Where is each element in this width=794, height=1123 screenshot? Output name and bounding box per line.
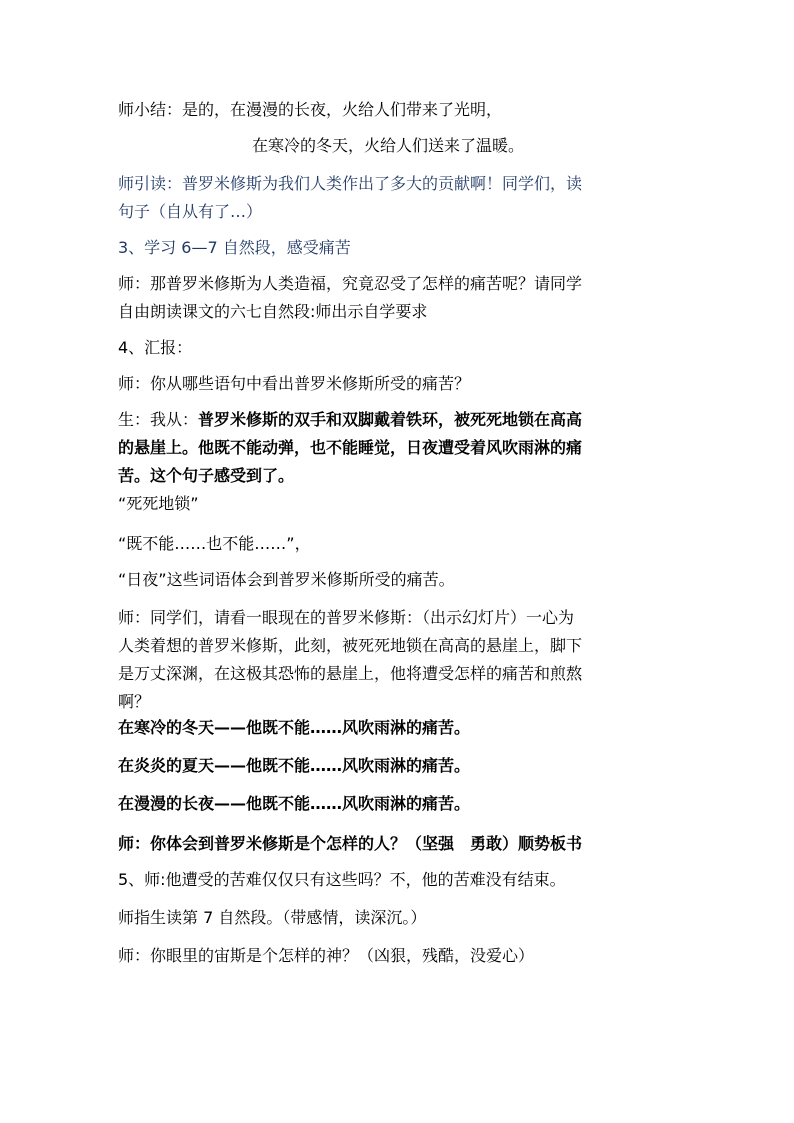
paragraph-zeus-question: 师：你眼里的宙斯是个怎样的神？（凶狠，残酷，没爱心） (118, 946, 535, 965)
paragraph-summary: 师小结：是的，在漫漫的长夜，火给人们带来了光明， (118, 100, 503, 119)
paragraph-teacher-slide (118, 604, 678, 716)
bold-line-character: 师：你体会到普罗米修斯是个怎样的人？（坚强 勇敢）顺势板书 (118, 834, 583, 853)
teacher-question-line-1: 师：那普罗米修斯为人类造福，究竟忍受了怎样的痛苦呢？请同学 (118, 274, 583, 293)
paragraph-teacher-question (118, 270, 678, 326)
section-heading-4: 4、汇报： (118, 338, 193, 357)
keyword-3: “日夜”这些词语体会到普罗米修斯所受的痛苦。 (118, 570, 455, 589)
paragraph-student-answer (118, 406, 678, 490)
teacher-slide-line-4: 啊？ (118, 692, 151, 711)
teacher-slide-line-1: 师：同学们，请看一眼现在的普罗米修斯：（出示幻灯片）一心为 (118, 608, 575, 627)
paragraph-guided-reading (118, 170, 678, 226)
keyword-1: “死死地锁” (118, 494, 199, 513)
guided-reading-line-1: 师引读：普罗米修斯为我们人类作出了多大的贡献啊！同学们，读 (118, 174, 583, 193)
section-heading-5: 5、师:他遭受的苦难仅仅只有这些吗？不，他的苦难没有结束。 (118, 870, 566, 889)
bold-line-winter: 在寒冷的冬天——他既不能……风吹雨淋的痛苦。 (118, 718, 471, 737)
paragraph-teacher-ask: 师：你从哪些语句中看出普罗米修斯所受的痛苦？ (118, 374, 471, 393)
student-answer-line-1 (118, 406, 678, 434)
paragraph-summary-cont: 在寒冷的冬天，火给人们送来了温暖。 (252, 136, 525, 155)
paragraph-read-section-7: 师指生读第 7 自然段。（带感情，读深沉。） (118, 908, 427, 927)
keyword-2: “既不能……也不能……”， (118, 534, 311, 553)
guided-reading-line-2: 句子（自从有了…） (118, 202, 263, 221)
bold-line-night: 在漫漫的长夜——他既不能……风吹雨淋的痛苦。 (118, 794, 471, 813)
teacher-question-line-2: 自由朗读课文的六七自然段:师出示自学要求 (118, 302, 428, 321)
student-answer-line-2: 的悬崖上。他既不能动弹，也不能睡觉，日夜遭受着风吹雨淋的痛 (118, 438, 583, 457)
teacher-slide-line-3: 是万丈深渊，在这极其恐怖的悬崖上，他将遭受怎样的痛苦和煎熬 (118, 664, 583, 683)
teacher-slide-line-2: 人类着想的普罗米修斯，此刻，被死死地锁在高高的悬崖上，脚下 (118, 636, 583, 655)
student-answer-quote-1: 普罗米修斯的双手和双脚戴着铁环，被死死地锁在高高 (198, 410, 583, 429)
section-heading-3: 3、学习 6—7 自然段，感受痛苦 (118, 238, 351, 257)
student-answer-prefix: 生：我从： (118, 410, 199, 429)
student-answer-line-3: 苦。这个句子感受到了。 (118, 466, 295, 485)
bold-line-summer: 在炎炎的夏天——他既不能……风吹雨淋的痛苦。 (118, 756, 471, 775)
